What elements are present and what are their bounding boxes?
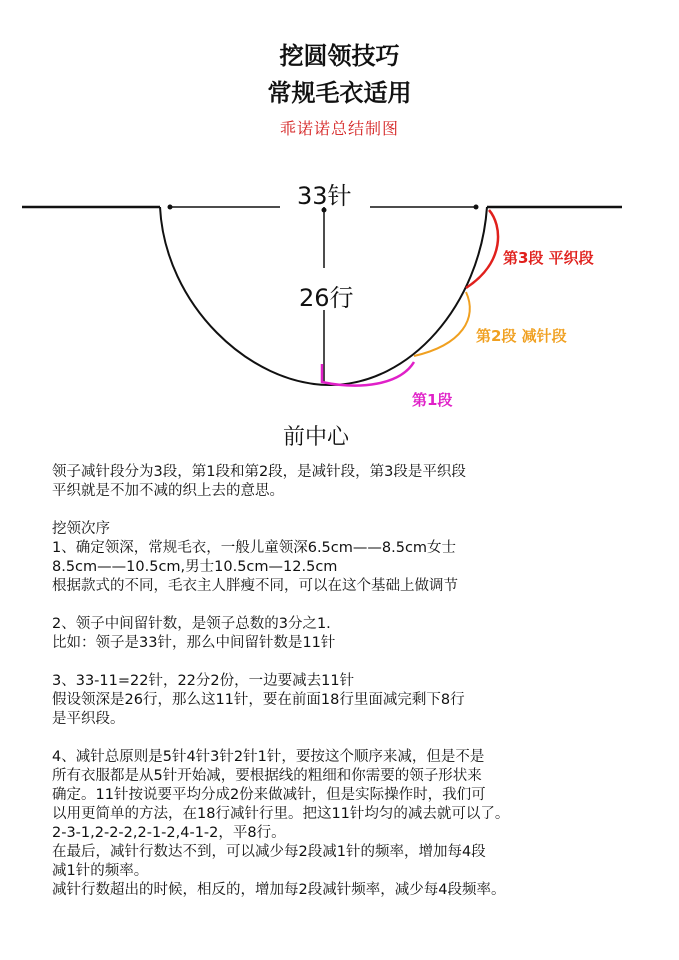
step3-line: 3、33-11=22针，22分2份，一边要减去11针 (52, 673, 355, 689)
step1-line: 8.5cm——10.5cm,男士10.5cm—12.5cm (52, 559, 338, 575)
step4-line: 4、减针总原则是5针4针3针2针1针，要按这个顺序来减，但是不是 (52, 749, 485, 765)
step4-line: 在最后，减针行数达不到，可以减少每2段减1针的频率，增加每4段 (52, 844, 486, 860)
intro-line: 领子减针段分为3段，第1段和第2段，是减针段，第3段是平织段 (52, 464, 466, 480)
title-line-1: 挖圆领技巧 (279, 42, 400, 70)
step1-line: 1、确定领深，常规毛衣，一般儿童领深6.5cm——8.5cm女士 (52, 540, 457, 556)
step4-line: 2-3-1,2-2-2,2-1-2,4-1-2，平8行。 (52, 825, 286, 841)
stitch-count-label: 33针 (297, 182, 352, 210)
step4-line: 确定。11针按说要平均分成2份来做减针，但是实际操作时，我们可 (52, 787, 486, 803)
segment-1-label: 第1段 (412, 391, 453, 409)
step1-line: 根据款式的不同，毛衣主人胖瘦不同，可以在这个基础上做调节 (52, 578, 458, 594)
step3-line: 是平织段。 (52, 711, 125, 727)
step4-line: 减1针的频率。 (52, 863, 149, 879)
author-credit: 乖诺诺总结制图 (279, 119, 399, 138)
instructions-text (52, 463, 672, 900)
step4-line: 所有衣服都是从5针开始减，要根据线的粗细和你需要的领子形状来 (52, 768, 482, 784)
width-endpoint-right (474, 205, 479, 210)
step2-line: 2、领子中间留针数，是领子总数的3分之1. (52, 616, 331, 632)
segment-2-label: 第2段 减针段 (476, 327, 567, 345)
step2-line: 比如：领子是33针，那么中间留针数是11针 (52, 635, 336, 651)
width-endpoint-left (168, 205, 173, 210)
step3-line: 假设领深是26行，那么这11针，要在前面18行里面减完剩下8行 (52, 692, 465, 708)
step4-line: 减针行数超出的时候，相反的，增加每2段减针频率，减少每4段频率。 (52, 882, 506, 898)
title-line-2: 常规毛衣适用 (267, 79, 412, 107)
step4-line: 以用更简单的方法，在18行减针行里。把这11针均匀的减去就可以了。 (52, 806, 510, 822)
segment-3-label: 第3段 平织段 (503, 249, 594, 267)
intro-line: 平织就是不加不减的织上去的意思。 (52, 483, 284, 499)
order-title: 挖领次序 (52, 521, 110, 537)
front-center-label: 前中心 (283, 425, 350, 450)
segment-1-arc (322, 362, 414, 386)
row-depth-label: 26行 (299, 284, 354, 312)
